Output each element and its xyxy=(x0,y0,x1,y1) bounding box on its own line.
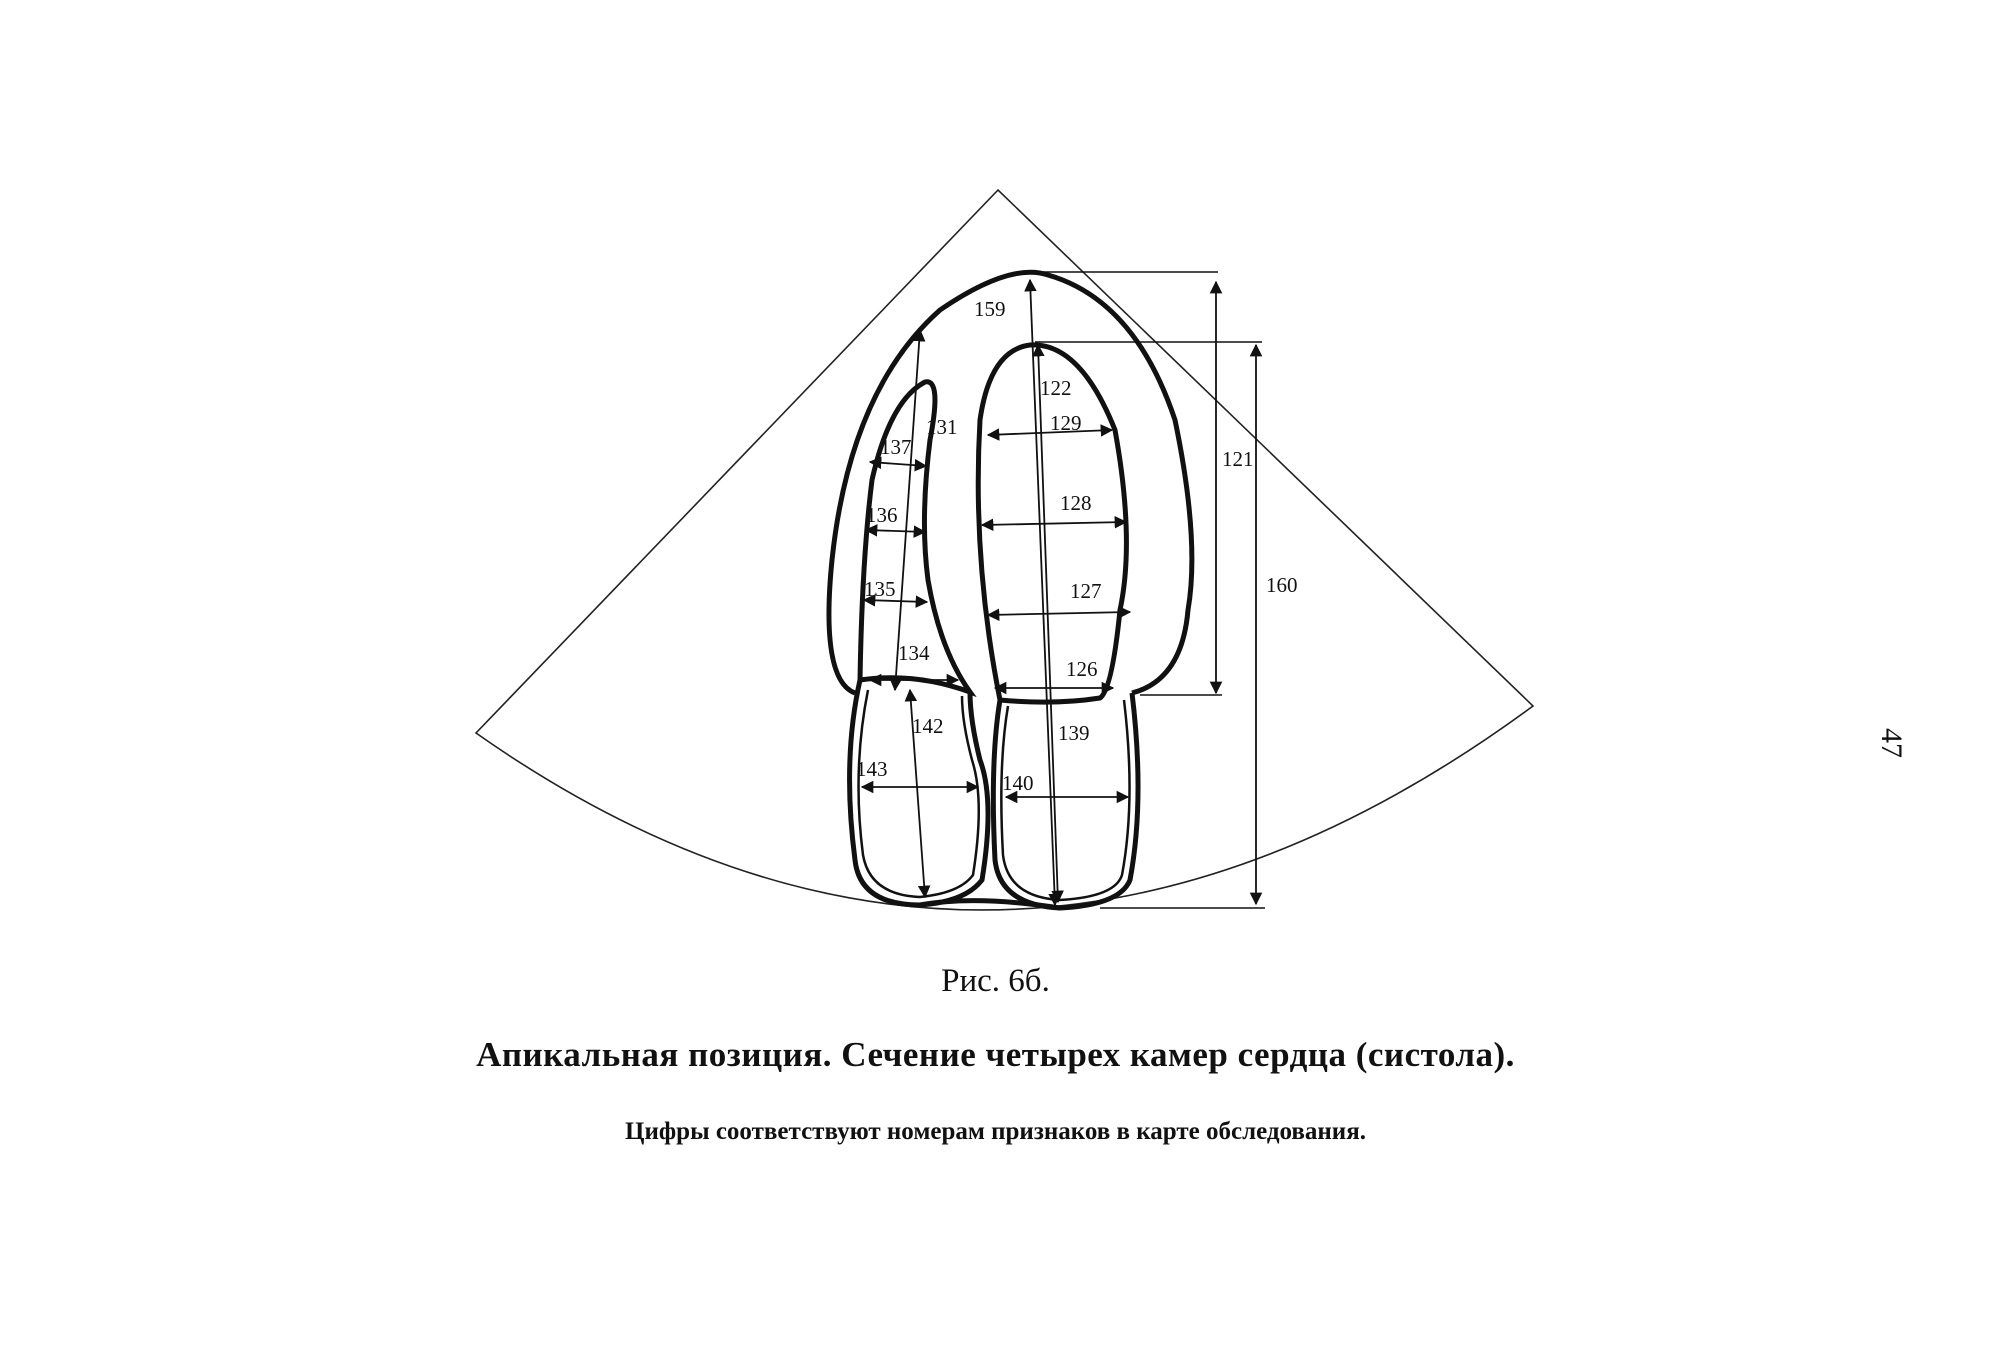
label-134: 134 xyxy=(898,641,930,665)
label-126: 126 xyxy=(1066,657,1098,681)
label-137: 137 xyxy=(880,435,912,459)
page-number: 47 xyxy=(1875,728,1908,758)
figure-note: Цифры соответствуют номерам признаков в карте обследования. xyxy=(625,1118,1366,1145)
label-159: 159 xyxy=(974,297,1006,321)
label-139: 139 xyxy=(1058,721,1090,745)
outer-heart-contour xyxy=(829,272,1192,693)
label-128: 128 xyxy=(1060,491,1092,515)
label-131: 131 xyxy=(926,415,958,439)
label-129: 129 xyxy=(1050,411,1082,435)
figure-title: Апикальная позиция. Сечение четырех камер сердца (систола). xyxy=(476,1035,1515,1074)
label-122: 122 xyxy=(1040,376,1072,400)
label-142: 142 xyxy=(912,714,944,738)
label-121: 121 xyxy=(1222,447,1254,471)
label-135: 135 xyxy=(864,577,896,601)
measurement-arrows xyxy=(862,280,1256,905)
label-143: 143 xyxy=(856,757,888,781)
atria-base xyxy=(920,901,1060,908)
label-140: 140 xyxy=(1002,771,1034,795)
label-160: 160 xyxy=(1266,573,1298,597)
label-136: 136 xyxy=(866,503,898,527)
figure-number: Рис. 6б. xyxy=(941,963,1050,999)
label-127: 127 xyxy=(1070,579,1102,603)
